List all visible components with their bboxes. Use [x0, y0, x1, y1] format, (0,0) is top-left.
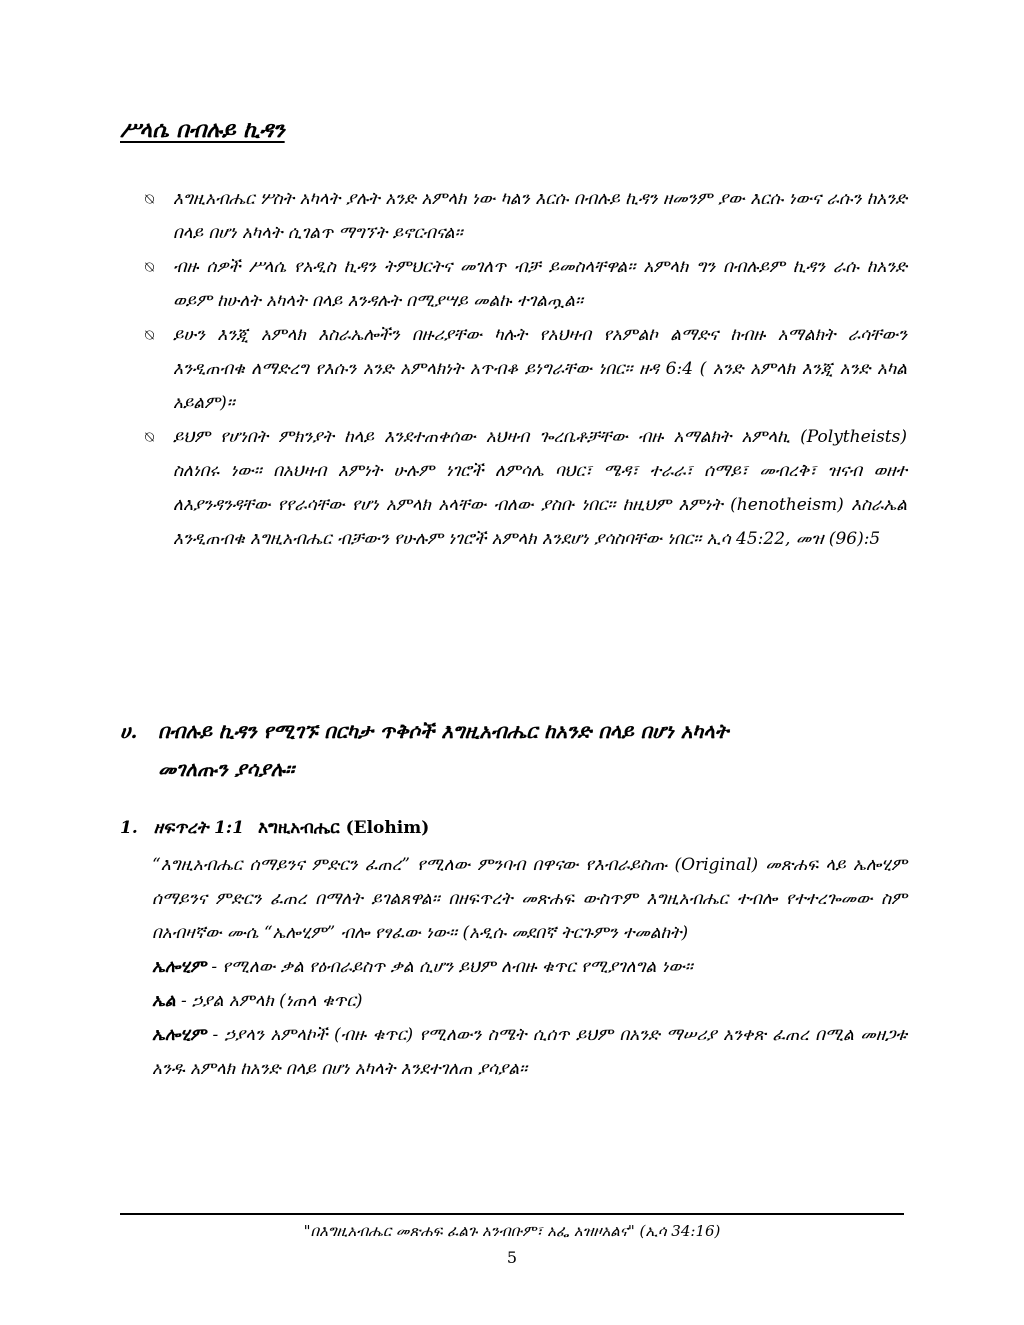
- bullet-text: ይህም የሆነበት ምክንያት ከላይ እንደተጠቀሰው አህዛብ ጐረቤቶቻቸው ብዙ አማልክት አምላኪ (Polytheists) ስለነበሩ ነው፡፡ በአህዛብ እምነት ሁሉም ነገሮች ለምሳሌ ባህር፣ ሜዳ፣ ተራራ፣ ሰማይ፣ መብረቅ፣ ዝናብ ወዘተ ለእያንዳንዳቸው የየራሳቸው የሆነ አምላክ አላቸው ብለው ያስቡ ነበር፡፡ ከዚህም እምነት (henotheism) እስራኤል እንዲጠብቁ እግዚአብሔር ብቻውን የሁሉም ነገሮች አምላክ እንደሆነ ያሳስባቸው ነበር፡፡ ኢሳ 45:22, መዝ (96):5: [173, 427, 907, 549]
- page-number: 5: [506, 1248, 518, 1267]
- body-text: [152, 848, 907, 1086]
- footer-quote: "በእግዚአብሔር መጽሐፍ ፈልጉ አንብቡም፣ አፌ አዝዞአልና" (ኢሳ 34:16): [303, 1222, 721, 1240]
- footer-divider: [120, 1213, 904, 1215]
- bullet-icon: ⍉: [145, 258, 155, 276]
- subsection-english: (Elohim): [345, 818, 430, 838]
- section-heading-line1: በብሉይ ኪዳን የሚገኙ በርካታ ጥቅሶች እግዚአብሔር ከአንድ በላይ በሆነ አካላት: [158, 719, 729, 743]
- definition-elohim: [152, 950, 907, 984]
- bullet-list: [145, 182, 907, 556]
- bullet-icon: ⍉: [145, 190, 155, 208]
- bullet-text: ይሁን እንጂ አምላክ እስራኤሎችን በዙሪያቸው ካሉት የአህዛብ የአምልኮ ልማድና ከብዙ አማልክት ራሳቸውን እንዲጠብቁ ለማድረግ የእሱን አንድ አምላክነት አጥብቆ ይነግራቸው ነበር፡፡ ዘዳ 6:4 ( አንድ አምላክ እንጂ አንድ አካል አይልም)፡፡: [173, 325, 907, 413]
- section-heading: [120, 712, 910, 788]
- list-item: [145, 318, 907, 420]
- bullet-text: እግዚአብሔር ሦስት አካላት ያሉት አንድ አምላክ ነው ካልን እርሱ በብሉይ ኪዳን ዘመንም ያው እርሱ ነውና ራሱን ከአንድ በላይ በሆነ አካላት ሲገልጥ ማግኘት ይኖርብናል፡፡: [173, 189, 907, 243]
- term: ኤል: [152, 991, 176, 1011]
- page-title: ሥላሴ በብሉይ ኪዳን: [120, 117, 285, 143]
- definition-el: [152, 984, 907, 1018]
- scripture-reference: ዘፍጥረት 1:1: [153, 818, 245, 838]
- bullet-icon: ⍉: [145, 326, 155, 344]
- definition-text: - ኃያላን አምላኮች (ብዙ ቁጥር) የሚለውን ስሜት ሲሰጥ ይህም በአንድ ማሠሪያ አንቀጽ ፈጠረ በሚል መዘጋቱ አንዱ አምላክ ከአንድ በላይ በሆነ አካላት እንደተገለጠ ያሳያል፡፡: [152, 1025, 907, 1079]
- list-item: [145, 420, 907, 556]
- subsection-heading: [120, 818, 429, 838]
- term: ኤሎሂም: [152, 1025, 206, 1045]
- bullet-icon: ⍉: [145, 428, 155, 446]
- term: ኤሎሂም: [152, 957, 206, 977]
- list-item: [145, 250, 907, 318]
- section-number: ሀ.: [120, 719, 138, 743]
- list-item: [145, 182, 907, 250]
- paragraph: “እግዚአብሔር ሰማይንና ምድርን ፈጠረ” የሚለው ምንባብ በዋናው የእብራይስጡ (Original) መጽሐፍ ላይ ኤሎሂም ሰማይንና ምድርን ፈጠረ በማለት ይገልጸዋል፡፡ በዘፍጥረት መጽሐፍ ውስጥም እግዚአብሔር ተብሎ የተተረጐመው ስም በአብዛኛው ሙሴ “ኤሎሂም” ብሎ የፃፈው ነው፡፡ (አዲሱ መደበኛ ትርጉምን ተመልከት): [152, 855, 907, 943]
- subsection-name: እግዚአብሔር: [258, 818, 340, 838]
- definition-text: - ኃያል አምላክ (ነጠላ ቁጥር): [175, 991, 363, 1011]
- bullet-text: ብዙ ሰዎች ሥላሴ የአዲስ ኪዳን ትምህርትና መገለጥ ብቻ ይመስላቸዋል፡፡ አምላክ ግን በብሉይም ኪዳን ራሱ ከአንድ ወይም ከሁለት አካላት በላይ እንዳሉት በሚያሣይ መልኩ ተገልጧል፡፡: [173, 257, 907, 311]
- subsection-number: 1.: [120, 818, 138, 838]
- definition-elohim-plural: [152, 1018, 907, 1086]
- section-heading-line2: መገለጡን ያሳያሉ፡፡: [158, 757, 295, 781]
- definition-text: - የሚለው ቃል የዕብራይስጥ ቃል ሲሆን ይህም ለብዙ ቁጥር የሚያገለግል ነው፡፡: [205, 957, 693, 977]
